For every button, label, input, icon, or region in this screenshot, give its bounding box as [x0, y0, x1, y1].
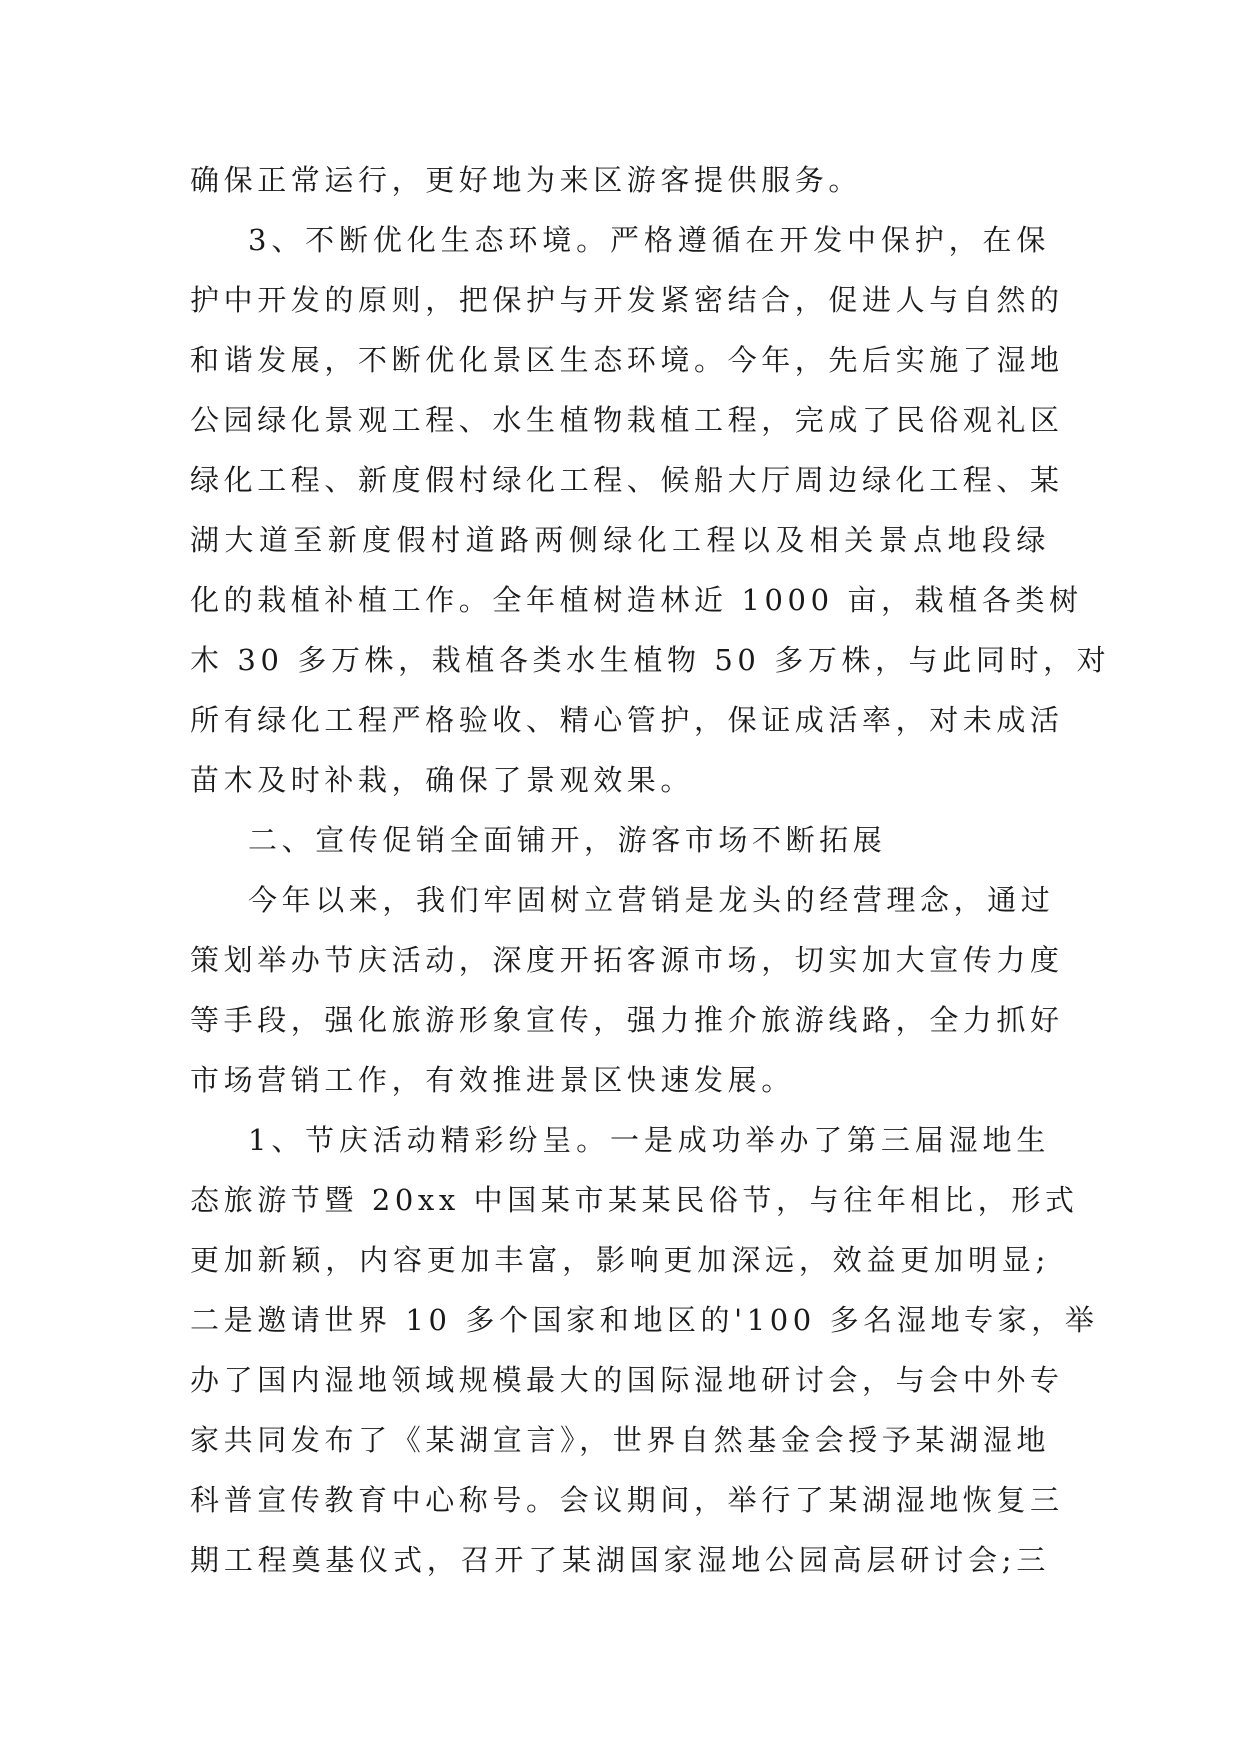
text-line: 二是邀请世界 10 多个国家和地区的'100 多名湿地专家，举 — [190, 1303, 1099, 1337]
text-line: 态旅游节暨 20xx 中国某市某某民俗节，与往年相比，形式 — [190, 1183, 1079, 1217]
text-line: 确保正常运行，更好地为来区游客提供服务。 — [190, 163, 863, 197]
text-line: 期工程奠基仪式，召开了某湖国家湿地公园高层研讨会;三 — [190, 1543, 1050, 1577]
text-line: 木 30 多万株，栽植各类水生植物 50 多万株，与此同时，对 — [190, 643, 1111, 677]
text-line: 苗木及时补栽，确保了景观效果。 — [190, 763, 695, 797]
text-line: 办了国内湿地领域规模最大的国际湿地研讨会，与会中外专 — [190, 1363, 1064, 1397]
text-line: 市场营销工作，有效推进景区快速发展。 — [190, 1063, 795, 1097]
text-line: 绿化工程、新度假村绿化工程、候船大厅周边绿化工程、某 — [190, 463, 1064, 497]
text-line: 和谐发展，不断优化景区生态环境。今年，先后实施了湿地 — [190, 343, 1064, 377]
text-line: 所有绿化工程严格验收、精心管护，保证成活率，对未成活 — [190, 703, 1064, 737]
text-line: 家共同发布了《某湖宣言》，世界自然基金会授予某湖湿地 — [190, 1423, 1050, 1457]
text-line: 等手段，强化旅游形象宣传，强力推介旅游线路，全力抓好 — [190, 1003, 1064, 1037]
paragraph — [190, 150, 1050, 210]
document-page — [190, 150, 1111, 1590]
text-line: 公园绿化景观工程、水生植物栽植工程，完成了民俗观礼区 — [190, 403, 1064, 437]
text-line: 策划举办节庆活动，深度开拓客源市场，切实加大宣传力度 — [190, 943, 1064, 977]
text-line: 3、不断优化生态环境。严格遵循在开发中保护，在保 — [248, 223, 1050, 257]
text-line: 二、宣传促销全面铺开，游客市场不断拓展 — [248, 823, 887, 857]
text-line: 科普宣传教育中心称号。会议期间，举行了某湖湿地恢复三 — [190, 1483, 1064, 1517]
paragraph — [190, 1110, 1099, 1590]
paragraph — [190, 810, 1050, 870]
text-line: 化的栽植补植工作。全年植树造林近 1000 亩，栽植各类树 — [190, 583, 1083, 617]
text-line: 今年以来，我们牢固树立营销是龙头的经营理念，通过 — [248, 883, 1055, 917]
paragraph — [190, 870, 1064, 1110]
text-line: 1、节庆活动精彩纷呈。一是成功举办了第三届湿地生 — [248, 1123, 1050, 1157]
text-line: 湖大道至新度假村道路两侧绿化工程以及相关景点地段绿 — [190, 523, 1050, 557]
paragraph — [190, 210, 1111, 810]
text-line: 护中开发的原则，把保护与开发紧密结合，促进人与自然的 — [190, 283, 1064, 317]
text-line: 更加新颖，内容更加丰富，影响更加深远，效益更加明显; — [190, 1243, 1050, 1277]
